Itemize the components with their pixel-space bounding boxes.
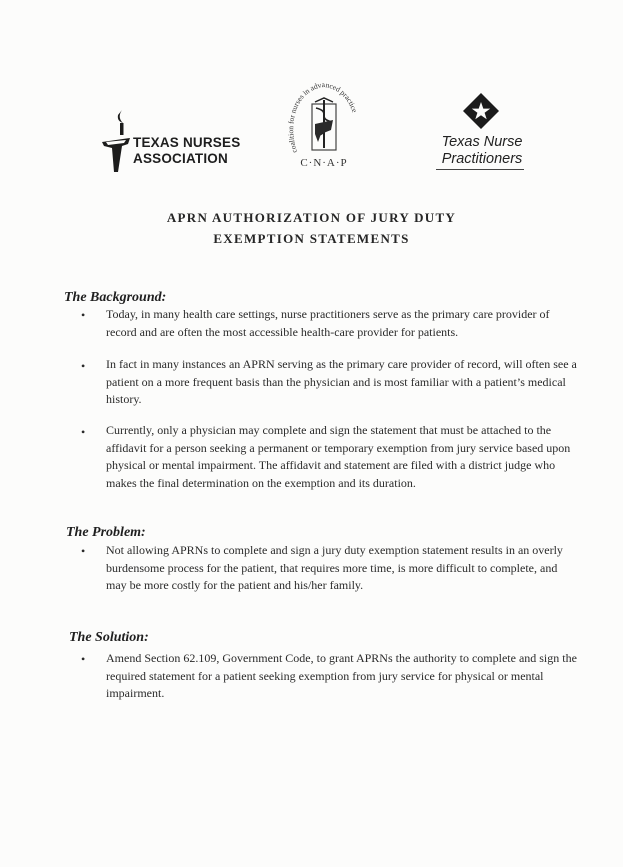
section-heading-background: The Background:: [64, 290, 167, 305]
bullet-marker: •: [81, 652, 86, 666]
bullet-marker: •: [81, 544, 86, 558]
tnp-logo-line2: Practitioners: [441, 151, 523, 167]
bullet-marker: •: [81, 359, 86, 373]
cnap-acronym: C·N·A·P: [300, 157, 348, 169]
cnap-arc-text: coalition for nurses in advanced practice: [286, 82, 360, 155]
bullet-marker: •: [81, 308, 86, 322]
cnap-logo: [285, 82, 363, 174]
problem-bullet-1: Not allowing APRNs to complete and sign a jury duty exemption statement results in an overly burdensome process for the patient, that requires more time, is more difficult to complete, and may be more costly for the patient and his/her family.: [106, 543, 563, 592]
solution-bullet-1: Amend Section 62.109, Government Code, to grant APRNs the authority to complete and sign the required statement for a patient seeking exemption from jury service for physical or mental impairment.: [106, 651, 577, 700]
tna-logo-line2: ASSOCIATION: [133, 151, 228, 166]
star-diamond-icon: [462, 92, 500, 130]
tna-logo-text: [133, 135, 240, 167]
tna-logo: [100, 108, 240, 174]
tnp-logo-line1: Texas Nurse: [441, 134, 523, 150]
document-title: [0, 207, 623, 249]
tnp-logo: [434, 92, 530, 174]
background-bullet-1: Today, in many health care settings, nurse practitioners serve as the primary care provider of record and are often the most accessible health-care provider for patients.: [106, 307, 550, 339]
tna-torch-icon: [100, 108, 134, 174]
svg-text:coalition for nurses in advanc: [286, 82, 359, 154]
bullet-marker: •: [81, 425, 86, 439]
tna-logo-line1: TEXAS NURSES: [133, 135, 241, 150]
cnap-caduceus-icon: [285, 82, 363, 158]
background-bullet-2: In fact in many instances an APRN serving as the primary care provider of record, will often see a patient on a more frequent basis than the physician and is most familiar with a patient’s medical history.: [106, 357, 577, 406]
tnp-logo-underline: [436, 169, 524, 170]
document-title-line1: APRN AUTHORIZATION OF JURY DUTY: [166, 210, 457, 225]
section-heading-solution: The Solution:: [69, 630, 149, 645]
document-title-line2: EXEMPTION STATEMENTS: [213, 231, 410, 246]
section-heading-problem: The Problem:: [66, 525, 146, 540]
tnp-logo-text: [434, 134, 530, 168]
background-bullet-3: Currently, only a physician may complete and sign the statement that must be attached to the affidavit for a person seeking a permanent or temporary exemption from jury service based upon physical or mental impairment. The affidavit and statement are filed with a district judge who makes the final determination on the exemption and its duration.: [106, 423, 571, 490]
